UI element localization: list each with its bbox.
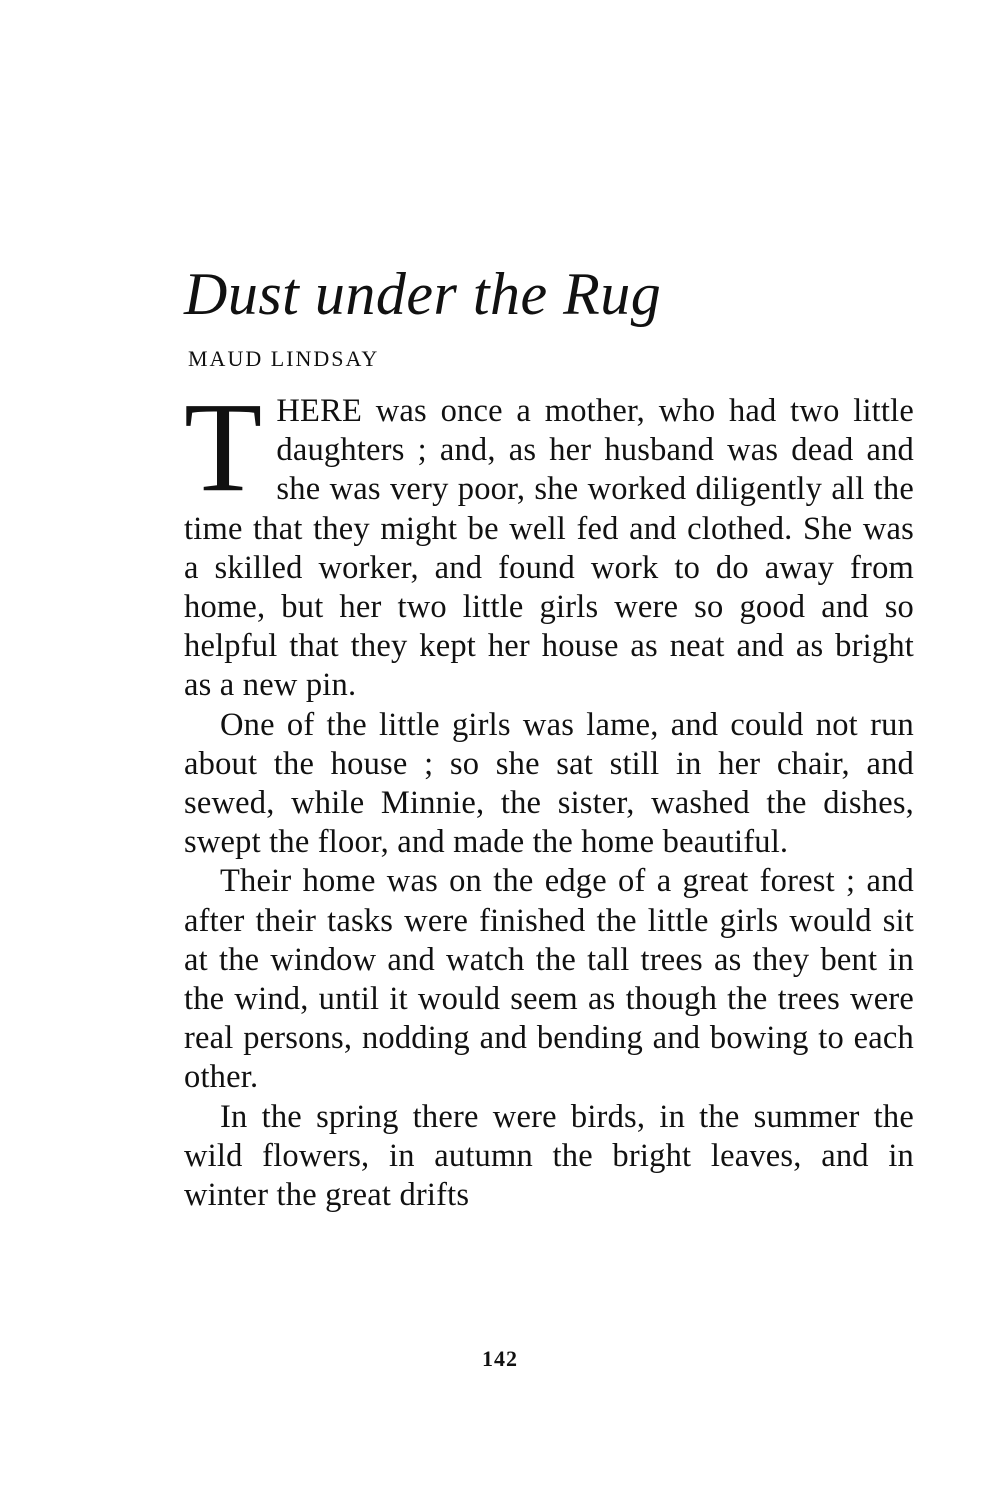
paragraph-3: Their home was on the edge of a great forest ; and after their tasks were finished the little girls would sit at the window and watch the tall trees as they bent in the wind, until it would seem as though the trees were real persons, nodding and bending and bowing to each other.: [184, 863, 914, 1096]
paragraph-1-text: HERE was once a mother, who had two little daughters ; and, as her husband was dead and she was very poor, she worked diligently all the time that they might be well fed and clothed. She was a skilled worker, and found work to do away from home, but her two little girls were so good and so helpful that they kept her house as neat and as bright as a new pin.: [184, 393, 914, 704]
paragraph-4: In the spring there were birds, in the summer the wild flowers, in autumn the bright leaves, and in winter the great drifts: [184, 1098, 914, 1214]
story-body: [184, 376, 914, 1215]
drop-cap: T: [184, 376, 263, 518]
page-number: 142: [482, 1346, 518, 1371]
story-title: Dust under the Rug: [184, 261, 662, 327]
paragraph-2: One of the little girls was lame, and could not run about the house ; so she sat still in her chair, and sewed, while Minnie, the sister, washed the dishes, swept the floor, and made the home beautiful.: [184, 706, 914, 861]
story-author: MAUD LINDSAY: [188, 346, 380, 371]
paragraph-1: [184, 376, 914, 706]
